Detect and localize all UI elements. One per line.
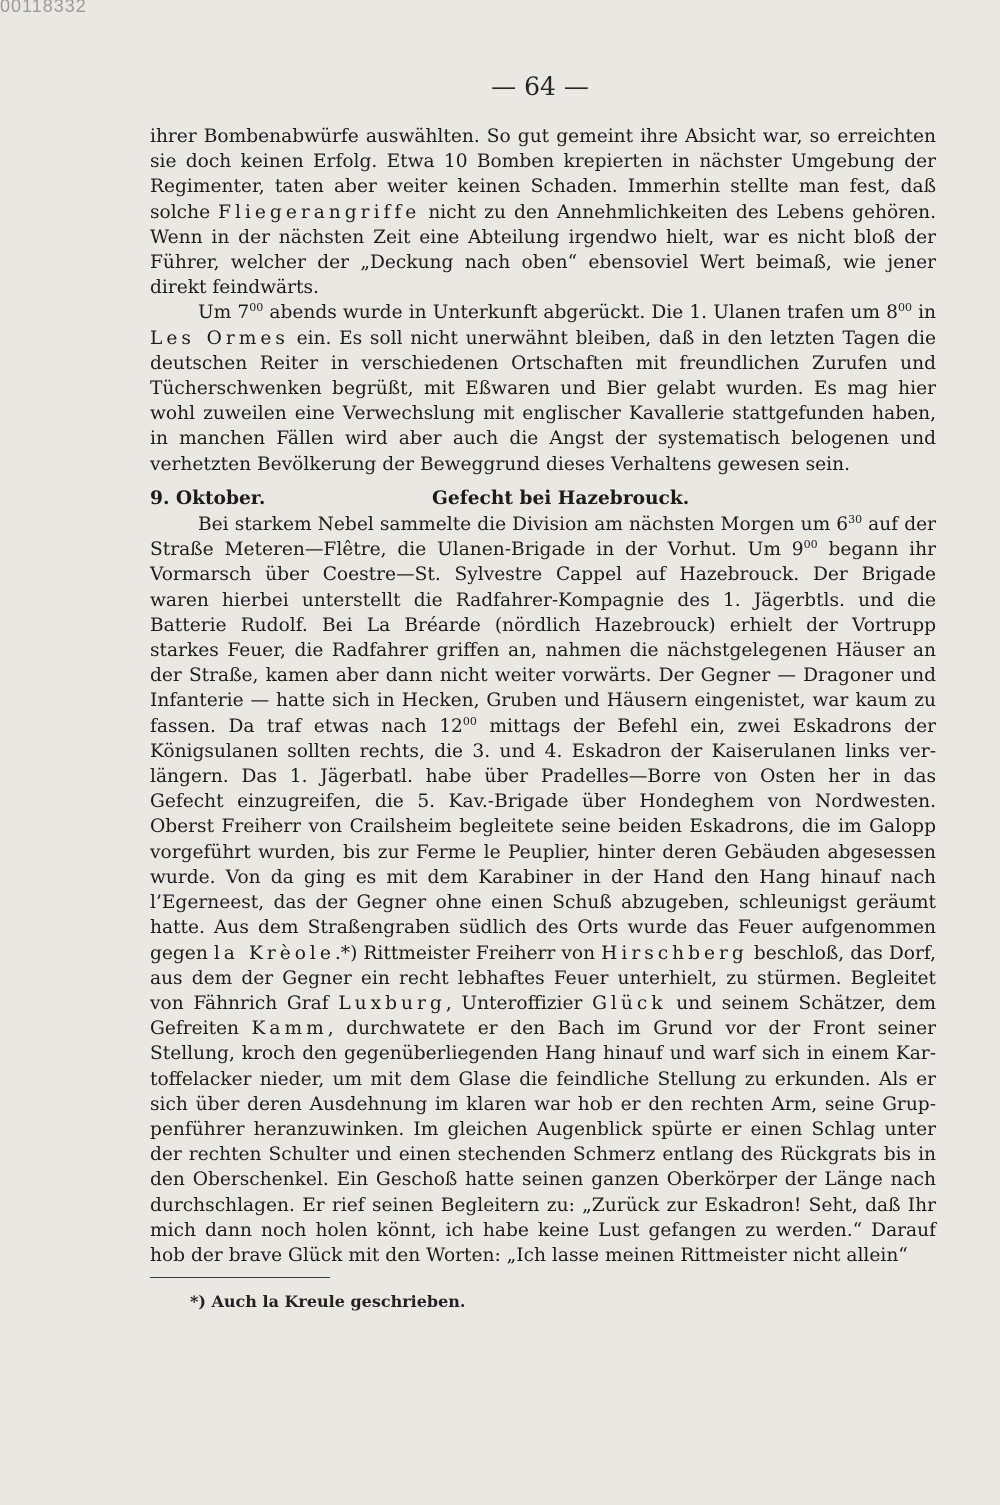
scan-id-label: 00118332 — [0, 0, 87, 16]
superscript-time: 00 — [249, 301, 264, 315]
text-segment: und seinem Schätzer, dem Gefreiten — [150, 992, 936, 1040]
text-segment: in — [911, 302, 936, 324]
section-heading — [150, 486, 936, 511]
text-segment: auf der Straße Meteren—Flêtre, die Ulanen-Brigade in der Vorhut. Um 9 — [150, 514, 936, 561]
superscript-time: 00 — [803, 538, 818, 552]
text-segment: ein. Es soll nicht unerwähnt bleiben, daß in den letzten Tagen die deutschen Reiter in verschiedenen Ortschaften mit freundlichen Zurufen und Tücherschwenken begrüßt, mit Eßwaren und Bier gelabt wurden. Es mag hier wohl zuweilen eine Verwechslung mit englischer Kavallerie stattgefunden haben, in manchen Fällen wird aber auch die Angst der systematisch belogenen und verhetzten Bevölkerung der Beweggrund dieses Verhaltens gewesen sein. — [150, 327, 936, 475]
text-segment: beschloß, das Dorf, aus dem der Gegner ein recht lebhaftes Feuer unterhielt, zu stürmen. Begleitet von Fähnrich Graf — [150, 942, 936, 1014]
text-segment: mittags der Befehl ein, zwei Eskadrons der Königsulanen sollten rechts, die 3. und 4. Eskadron der Kaiserulanen links verlängern. Das 1. Jägerbatl. habe über Pradelles—Borre von Osten her in das Gefecht einzugreifen, die 5. Kav.-Brigade über Hondeghem von Nordwesten. Oberst Freiherr von Crailsheim begleitete seine beiden Eskadrons, die im Galopp vorgeführt wurden, bis zur Ferme le Peuplier, hinter deren Gebäuden abgesessen wurde. Von da ging es mit dem Karabiner in der Hand den Hang hinauf nach l’Egerneest, das der Gegner ohne einen Schuß abzugeben, schleunigst geräumt hatte. Aus dem Straßengraben südlich des Orts wurde das Feuer aufgenommen gegen — [150, 715, 936, 964]
text-segment: Bei starkem Nebel sammelte die Division am nächsten Morgen um 6 — [198, 514, 849, 536]
spaced-person-name: Glück — [592, 992, 667, 1014]
footnote-divider — [150, 1277, 330, 1278]
text-segment: abends wurde in Unterkunft abgerückt. Die 1. Ulanen trafen um 8 — [263, 302, 898, 324]
text-segment: ihrer Bombenabwürfe auswählten. So gut gemeint ihre Absicht war, so erreichten sie doch keinen Erfolg. Etwa 10 Bomben krepierten in nächster Umgebung der Regimenter, taten aber weiter keinen Schaden. Immerhin stellte man fest, daß solche — [150, 126, 936, 223]
text-segment: , Unteroffizier — [445, 992, 593, 1014]
spaced-person-name: Kamm — [251, 1018, 328, 1040]
spaced-term: Fliegerangriffe — [218, 201, 421, 223]
section-date: 9. Oktober. — [150, 487, 266, 509]
superscript-time: 00 — [462, 714, 477, 728]
page-number: — 64 — — [491, 72, 589, 101]
text-segment: , durchwatete er den Bach im Grund vor der Front seiner Stellung, kroch den gegenüberliegenden Hang hinauf und warf sich in einem Kartoffelacker nieder, um mit dem Glase die feindliche Stellung zu erkunden. Als er sich über deren Ausdehnung im klaren war hob er den rechten Arm, seine Gruppenführer heranzuwinken. Im gleichen Augenblick spürte er einen Schlag unter der rechten Schulter und einen stechenden Schmerz entlang des Rückgrats bis in den Oberschenkel. Ein Geschoß hatte seinen ganzen Oberkörper der Länge nach durchschlagen. Er rief seinen Begleitern zu: „Zurück zur Eskadron! Seht, daß Ihr mich dann noch holen könnt, ich habe keine Lust gefangen zu werden.“ Darauf hob der brave Glück mit den Worten: „Ich lasse meinen Rittmeister nicht allein“ — [150, 1018, 936, 1266]
text-segment: Um 7 — [198, 302, 250, 324]
text-segment: nicht zu den Annehmlichkeiten des Lebens gehören. Wenn in der nächsten Zeit eine Abteilung irgendwo hielt, war es nicht bloß der Führer, welcher der „Deckung nach oben“ ebensoviel Wert beimaß, wie jener direkt feindwärts. — [150, 201, 936, 299]
text-segment: begann ihr Vormarsch über Coestre—St. Sylvestre Cappel auf Hazebrouck. Der Brigade waren hierbei unterstellt die Radfahrer-Kompagnie des 1. Jägerbtls. und die Batterie Rudolf. Bei La Bréarde (nördlich Hazebrouck) erhielt der Vortrupp starkes Feuer, die Radfahrer griffen an, nahmen die nächstgelegenen Häuser an der Straße, kamen aber dann nicht weiter vorwärts. Der Gegner — Dragoner und Infanterie — hatte sich in Hecken, Gruben und Häusern eingenistet, war kaum zu fassen. Da traf etwas nach 12 — [150, 539, 936, 737]
spaced-person-name: Hirschberg — [601, 942, 748, 964]
paragraph-3 — [150, 512, 936, 1268]
paragraph-2 — [150, 300, 936, 476]
spaced-place-name: la Krèole — [213, 942, 335, 964]
footnote: *) Auch la Kreule geschrieben. — [190, 1292, 466, 1311]
section-title: Gefecht bei Hazebrouck. — [432, 487, 690, 509]
paragraph-1 — [150, 124, 936, 300]
page-body — [150, 124, 936, 1268]
text-segment: .*) Rittmeister Freiherr von — [334, 942, 602, 964]
superscript-time: 00 — [897, 301, 912, 315]
superscript-time: 30 — [848, 513, 863, 527]
spaced-place-name: Les Ormes — [150, 327, 289, 349]
spaced-person-name: Luxburg — [338, 992, 446, 1014]
